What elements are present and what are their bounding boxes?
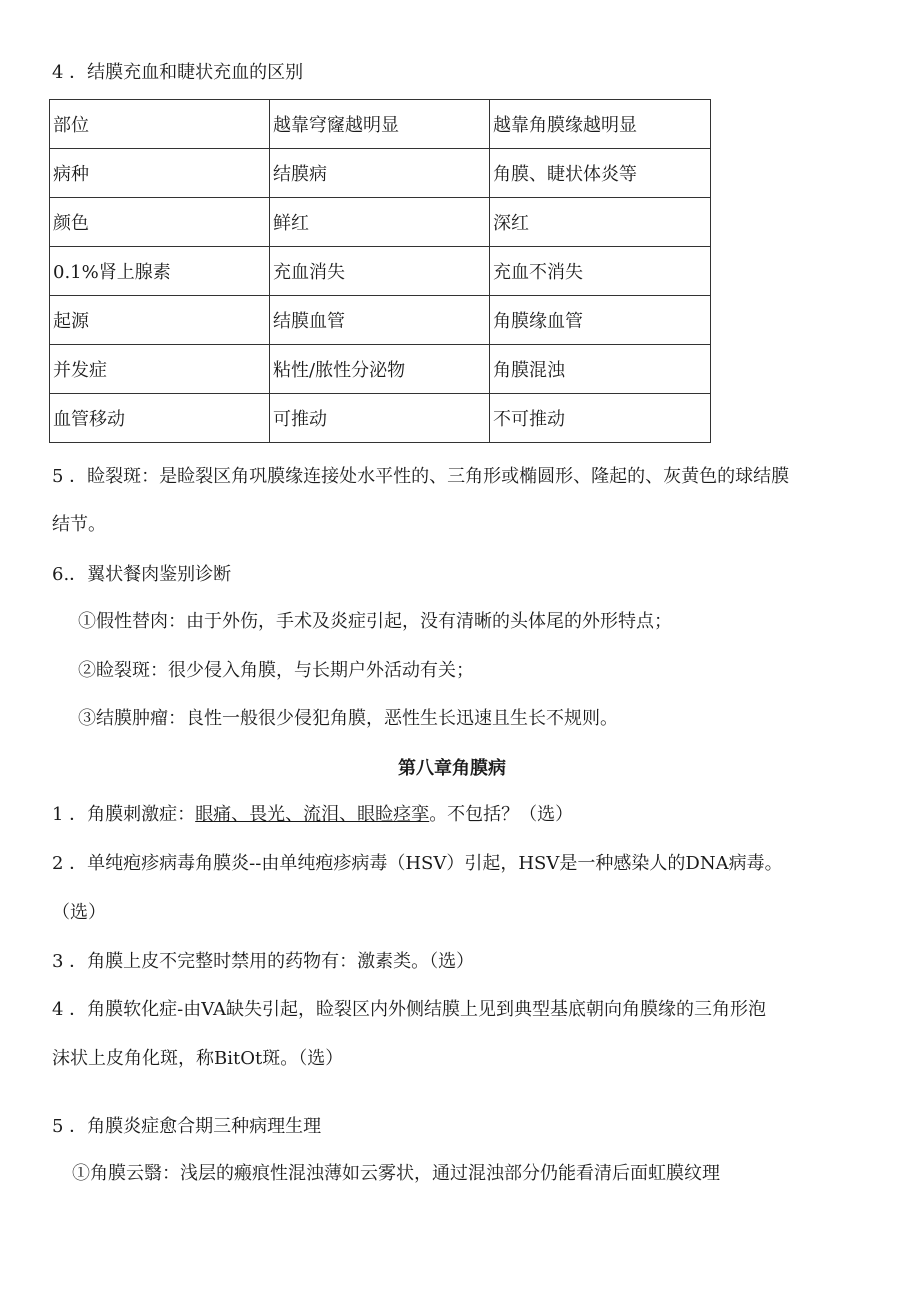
comparison-table — [49, 99, 711, 443]
item6-heading: 6.．翼状餐肉鉴别诊断 — [52, 564, 232, 585]
table-cell: 鲜红 — [270, 198, 490, 247]
ch8-item4-line2: 沫状上皮角化斑，称BitOt斑。（选） — [52, 1048, 344, 1069]
table-row — [50, 296, 711, 345]
ch8-item4-line1: 4 ．角膜软化症-由VA缺失引起，睑裂区内外侧结膜上见到典型基底朝向角膜缘的三角形泡 — [52, 999, 767, 1020]
table-row — [50, 247, 711, 296]
ch8-item1-symptoms: 眼痛、畏光、流泪、眼睑痉挛 — [195, 804, 430, 825]
table-cell: 可推动 — [270, 394, 490, 443]
table-cell: 0.1%肾上腺素 — [50, 247, 270, 296]
table-cell: 血管移动 — [50, 394, 270, 443]
table-row — [50, 149, 711, 198]
table-cell: 不可推动 — [490, 394, 711, 443]
table-row — [50, 100, 711, 149]
ch8-item2-line1: 2 ．单纯疱疹病毒角膜炎--由单纯疱疹病毒（HSV）引起，HSV是一种感染人的DNA病毒。 — [52, 853, 783, 874]
section4-heading: 4 ．结膜充血和睫状充血的区别 — [52, 62, 304, 83]
table-cell: 粘性/脓性分泌物 — [270, 345, 490, 394]
table-cell: 深红 — [490, 198, 711, 247]
ch8-item1 — [52, 803, 573, 827]
ch8-item2-line2: （选） — [52, 902, 106, 923]
ch8-item1-prefix: 1 ．角膜刺激症： — [52, 804, 196, 825]
chapter-title: 第八章角膜病 — [398, 758, 506, 779]
table-row — [50, 345, 711, 394]
table-cell: 结膜血管 — [270, 296, 490, 345]
ch8-item1-suffix: 。不包括？（选） — [429, 804, 574, 825]
table-cell: 角膜混浊 — [490, 345, 711, 394]
item6-point-3: ③结膜肿瘤：良性一般很少侵犯角膜，恶性生长迅速且生长不规则。 — [78, 708, 618, 729]
table-cell: 起源 — [50, 296, 270, 345]
ch8-item5-heading: 5 ．角膜炎症愈合期三种病理生理 — [52, 1116, 322, 1137]
table-cell: 越靠角膜缘越明显 — [490, 100, 711, 149]
table-cell: 部位 — [50, 100, 270, 149]
item5-line2: 结节。 — [52, 514, 106, 535]
item5-line1: 5 ．睑裂斑：是睑裂区角巩膜缘连接处水平性的、三角形或椭圆形、隆起的、灰黄色的球结膜 — [52, 466, 790, 487]
table-cell: 病种 — [50, 149, 270, 198]
table-cell: 充血消失 — [270, 247, 490, 296]
table-cell: 角膜、睫状体炎等 — [490, 149, 711, 198]
table-cell: 颜色 — [50, 198, 270, 247]
item6-point-1: ①假性替肉：由于外伤，手术及炎症引起，没有清晰的头体尾的外形特点； — [78, 611, 672, 632]
table-cell: 结膜病 — [270, 149, 490, 198]
table-row — [50, 394, 711, 443]
table-cell: 角膜缘血管 — [490, 296, 711, 345]
table-cell: 充血不消失 — [490, 247, 711, 296]
table-cell: 越靠穹窿越明显 — [270, 100, 490, 149]
ch8-item3: 3 ．角膜上皮不完整时禁用的药物有：激素类。（选） — [52, 951, 475, 972]
table-cell: 并发症 — [50, 345, 270, 394]
ch8-item5-point1: ①角膜云翳：浅层的瘢痕性混浊薄如云雾状，通过混浊部分仍能看清后面虹膜纹理 — [72, 1163, 720, 1184]
table-row — [50, 198, 711, 247]
item6-point-2: ②睑裂斑：很少侵入角膜，与长期户外活动有关； — [78, 660, 474, 681]
